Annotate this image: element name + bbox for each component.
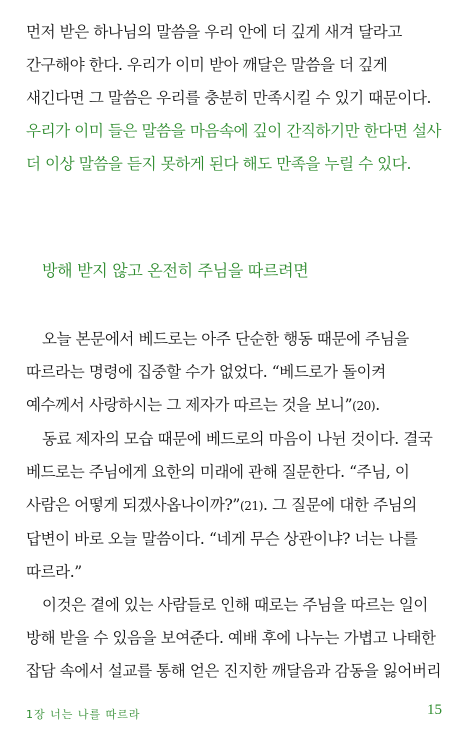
paragraph-text: 오늘 본문에서 베드로는 아주 단순한 행동 때문에 주님을 따르라는 명령에 집중할 수가 없었다. “베드로가 돌이켜 예수께서 사랑하시는 그 제자가 따르는 것을 보니” (26, 330, 409, 414)
paragraph-tail: . (375, 396, 380, 414)
main-body (26, 323, 446, 688)
top-paragraph (26, 16, 446, 181)
chapter-number: 1장 (26, 708, 46, 721)
body-paragraph-1 (26, 323, 446, 423)
body-paragraph-2 (26, 423, 446, 589)
paragraph-tail: . 그 질문에 대한 주님의 답변이 바로 오늘 말씀이다. “네게 무슨 상관이냐? 너는 나를 따르라.” (26, 496, 418, 581)
top-paragraph-text (26, 16, 446, 181)
paragraph-text: 동료 제자의 모습 때문에 베드로의 마음이 나뉜 것이다. 결국 베드로는 주님에게 요한의 미래에 관해 질문한다. “주님, 이 사람은 어떻게 되겠사옵나이까?” (26, 430, 433, 514)
page-number: 15 (427, 702, 442, 718)
running-footer (26, 706, 141, 722)
body-paragraph-3 (26, 589, 446, 688)
chapter-title: 너는 나를 따르라 (50, 708, 141, 721)
verse-reference: (20) (352, 399, 376, 413)
section-subheading: 방해 받지 않고 온전히 주님을 따르려면 (42, 261, 309, 280)
top-paragraph-highlight: 우리가 이미 들은 말씀을 마음속에 깊이 간직하기만 한다면 설사 더 이상 말씀을 듣지 못하게 된다 해도 만족을 누릴 수 있다. (26, 122, 442, 173)
top-paragraph-plain: 먼저 받은 하나님의 말씀을 우리 안에 더 깊게 새겨 달라고 간구해야 한다. 우리가 이미 받아 깨달은 말씀을 더 깊게 새긴다면 그 말씀은 우리를 충분히 만족시킬 수 있기 때문이다. (26, 23, 432, 107)
verse-reference: (21) (239, 499, 263, 513)
paragraph-text: 이것은 곁에 있는 사람들로 인해 때로는 주님을 따르는 일이 방해 받을 수 있음을 보여준다. 예배 후에 나누는 가볍고 나태한 잡담 속에서 설교를 통해 얻은 진지한 깨달음과 감동을 잃어버리 (26, 596, 442, 680)
